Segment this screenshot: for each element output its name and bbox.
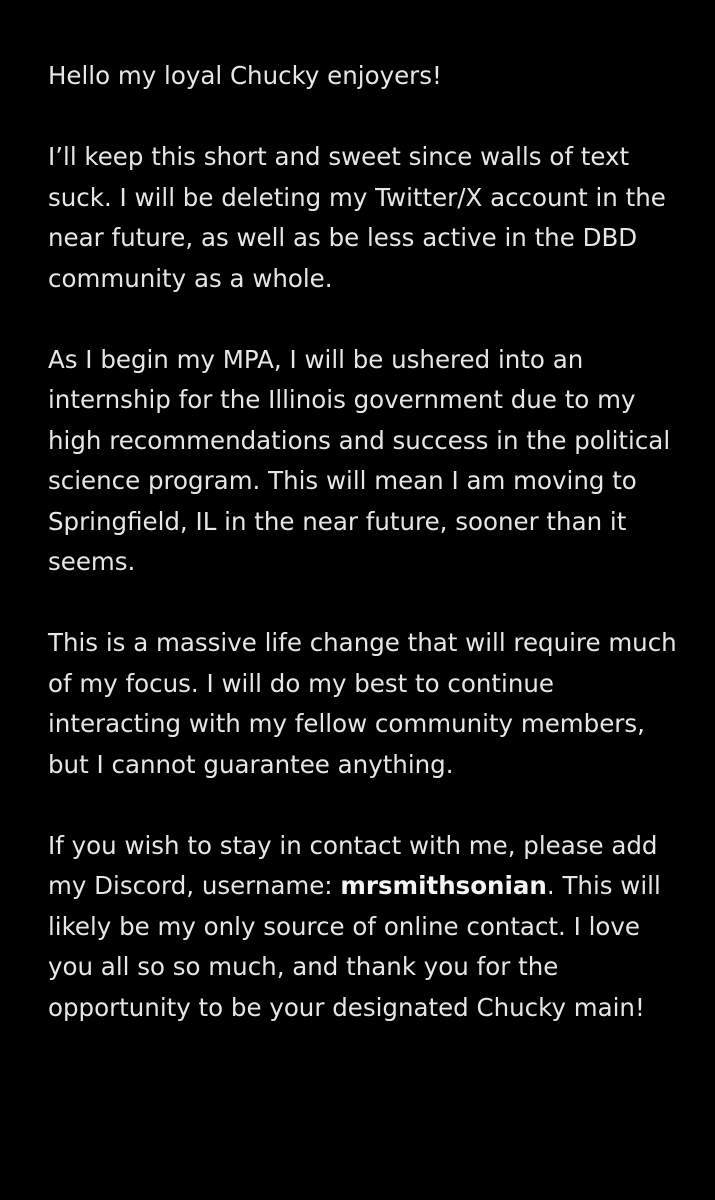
note-body bbox=[48, 56, 678, 1028]
greeting-text: Hello my loyal Chucky enjoyers! bbox=[48, 61, 442, 90]
paragraph-account-deletion: I’ll keep this short and sweet since walls of text suck. I will be deleting my Twitter/X account in the near future, as well as be less active in the DBD community as a whole. bbox=[48, 142, 666, 293]
paragraph-life-change: This is a massive life change that will require much of my focus. I will do my best to continue interacting with my fellow community members, but I cannot guarantee anything. bbox=[48, 628, 677, 779]
paragraph-internship: As I begin my MPA, I will be ushered into an internship for the Illinois government due to my high recommendations and success in the political science program. This will mean I am moving to Springfield, IL in the near future, sooner than it seems. bbox=[48, 344, 671, 576]
contact-text-after: . This will likely be my only source of online contact. I love you all so so much, and thank you for the opportunity to be your designated Chucky main! bbox=[48, 871, 661, 1022]
contact-text-before: If you wish to stay in contact with me, please add my Discord, username: bbox=[48, 830, 658, 900]
discord-username: mrsmithsonian bbox=[340, 871, 547, 900]
paragraph-contact bbox=[48, 826, 678, 1029]
